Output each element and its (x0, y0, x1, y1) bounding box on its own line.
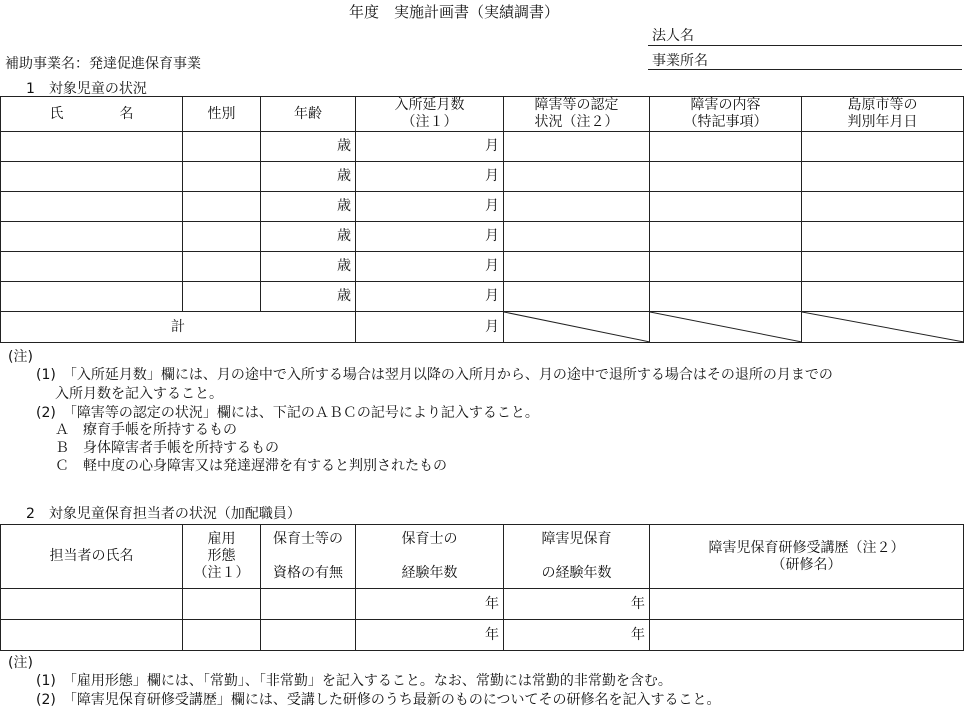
table-row (1, 132, 964, 162)
staff-name-cell[interactable] (1, 589, 183, 620)
child-gender-cell[interactable] (183, 252, 261, 282)
child-name-cell[interactable] (1, 282, 183, 312)
staff-dexp-cell[interactable]: 年 (504, 620, 650, 651)
child-age-cell[interactable]: 歳 (261, 132, 356, 162)
children-total-row (1, 312, 964, 343)
col-qualification: 保育士等の 資格の有無 (261, 525, 356, 589)
section2-heading: 2 対象児童保育担当者の状況（加配職員） (26, 506, 301, 522)
staff-training-cell[interactable] (650, 620, 964, 651)
col-months: 入所延月数 （注１） (356, 97, 504, 132)
note1-1b: 入所月数を記入すること。 (55, 386, 223, 402)
staff-employment-cell[interactable] (183, 620, 261, 651)
child-detail-cell[interactable] (650, 252, 802, 282)
staff-name-cell[interactable] (1, 620, 183, 651)
office-underline (648, 69, 962, 70)
note2-2: (2) 「障害児保育研修受講歴」欄には、受講した研修のうち最新のものについてその研修名を記入すること。 (36, 692, 721, 708)
child-cert-cell[interactable] (504, 192, 650, 222)
table-row (1, 222, 964, 252)
col-cert: 障害等の認定 状況（注２） (504, 97, 650, 132)
staff-exp-cell[interactable]: 年 (356, 620, 504, 651)
note1-b: Ｂ 身体障害者手帳を所持するもの (55, 440, 279, 456)
notes1-head: (注) (8, 349, 33, 365)
child-date-cell[interactable] (802, 282, 964, 312)
child-cert-cell[interactable] (504, 162, 650, 192)
page-title: 年度 実施計画書（実績調書） (349, 3, 560, 21)
children-table (0, 96, 964, 343)
col-age: 年齢 (261, 97, 356, 132)
child-date-cell[interactable] (802, 222, 964, 252)
total-date-slash (802, 312, 964, 343)
staff-training-cell[interactable] (650, 589, 964, 620)
col-training: 障害児保育研修受講歴（注２） （研修名） (650, 525, 964, 589)
project-label: 補助事業名：発達促進保育事業 (5, 56, 201, 72)
child-months-cell[interactable]: 月 (356, 252, 504, 282)
child-gender-cell[interactable] (183, 282, 261, 312)
office-label: 事業所名 (652, 53, 708, 69)
corp-underline (648, 45, 962, 46)
child-months-cell[interactable]: 月 (356, 132, 504, 162)
child-gender-cell[interactable] (183, 192, 261, 222)
child-gender-cell[interactable] (183, 162, 261, 192)
table-row (1, 620, 964, 651)
staff-table (0, 524, 964, 651)
section1-heading: 1 対象児童の状況 (26, 81, 147, 97)
total-months: 月 (356, 312, 504, 343)
child-months-cell[interactable]: 月 (356, 162, 504, 192)
child-name-cell[interactable] (1, 252, 183, 282)
col-date: 島原市等の 判別年月日 (802, 97, 964, 132)
child-months-cell[interactable]: 月 (356, 192, 504, 222)
child-age-cell[interactable]: 歳 (261, 282, 356, 312)
staff-employment-cell[interactable] (183, 589, 261, 620)
note1-a: Ａ 療育手帳を所持するもの (55, 422, 237, 438)
corp-label: 法人名 (652, 28, 694, 44)
col-gender: 性別 (183, 97, 261, 132)
note1-c: Ｃ 軽中度の心身障害又は発達遅滞を有すると判別されたもの (55, 458, 447, 474)
child-date-cell[interactable] (802, 192, 964, 222)
child-date-cell[interactable] (802, 132, 964, 162)
note1-2: (2) 「障害等の認定の状況」欄には、下記のＡＢＣの記号により記入すること。 (36, 405, 539, 421)
col-experience: 保育士の 経験年数 (356, 525, 504, 589)
child-cert-cell[interactable] (504, 222, 650, 252)
staff-qual-cell[interactable] (261, 620, 356, 651)
child-age-cell[interactable]: 歳 (261, 192, 356, 222)
child-gender-cell[interactable] (183, 132, 261, 162)
child-cert-cell[interactable] (504, 252, 650, 282)
child-detail-cell[interactable] (650, 282, 802, 312)
total-label: 計 (1, 312, 356, 343)
child-detail-cell[interactable] (650, 132, 802, 162)
child-gender-cell[interactable] (183, 222, 261, 252)
table-row (1, 162, 964, 192)
child-name-cell[interactable] (1, 132, 183, 162)
table-row (1, 589, 964, 620)
child-cert-cell[interactable] (504, 132, 650, 162)
table-row (1, 192, 964, 222)
notes2-head: (注) (8, 655, 33, 671)
col-employment: 雇用 形態 （注１） (183, 525, 261, 589)
child-cert-cell[interactable] (504, 282, 650, 312)
child-name-cell[interactable] (1, 222, 183, 252)
note1-1: (1) 「入所延月数」欄には、月の途中で入所する場合は翌月以降の入所月から、月の途中で退所する場合はその退所の月までの (36, 367, 833, 383)
staff-qual-cell[interactable] (261, 589, 356, 620)
child-detail-cell[interactable] (650, 162, 802, 192)
child-name-cell[interactable] (1, 192, 183, 222)
col-detail: 障害の内容 （特記事項） (650, 97, 802, 132)
col-staff-name: 担当者の氏名 (1, 525, 183, 589)
staff-exp-cell[interactable]: 年 (356, 589, 504, 620)
note2-1: (1) 「雇用形態」欄には、「常勤」、「非常勤」を記入すること。なお、常勤には常勤的非常勤を含む。 (36, 673, 672, 689)
staff-header-row (1, 525, 964, 589)
child-detail-cell[interactable] (650, 222, 802, 252)
child-age-cell[interactable]: 歳 (261, 222, 356, 252)
child-date-cell[interactable] (802, 252, 964, 282)
child-months-cell[interactable]: 月 (356, 282, 504, 312)
table-row (1, 282, 964, 312)
table-row (1, 252, 964, 282)
child-age-cell[interactable]: 歳 (261, 162, 356, 192)
child-months-cell[interactable]: 月 (356, 222, 504, 252)
col-disability-experience: 障害児保育 の経験年数 (504, 525, 650, 589)
child-detail-cell[interactable] (650, 192, 802, 222)
child-date-cell[interactable] (802, 162, 964, 192)
child-age-cell[interactable]: 歳 (261, 252, 356, 282)
col-name: 氏 名 (1, 97, 183, 132)
child-name-cell[interactable] (1, 162, 183, 192)
staff-dexp-cell[interactable]: 年 (504, 589, 650, 620)
total-detail-slash (650, 312, 802, 343)
total-cert-slash (504, 312, 650, 343)
children-header-row (1, 97, 964, 132)
